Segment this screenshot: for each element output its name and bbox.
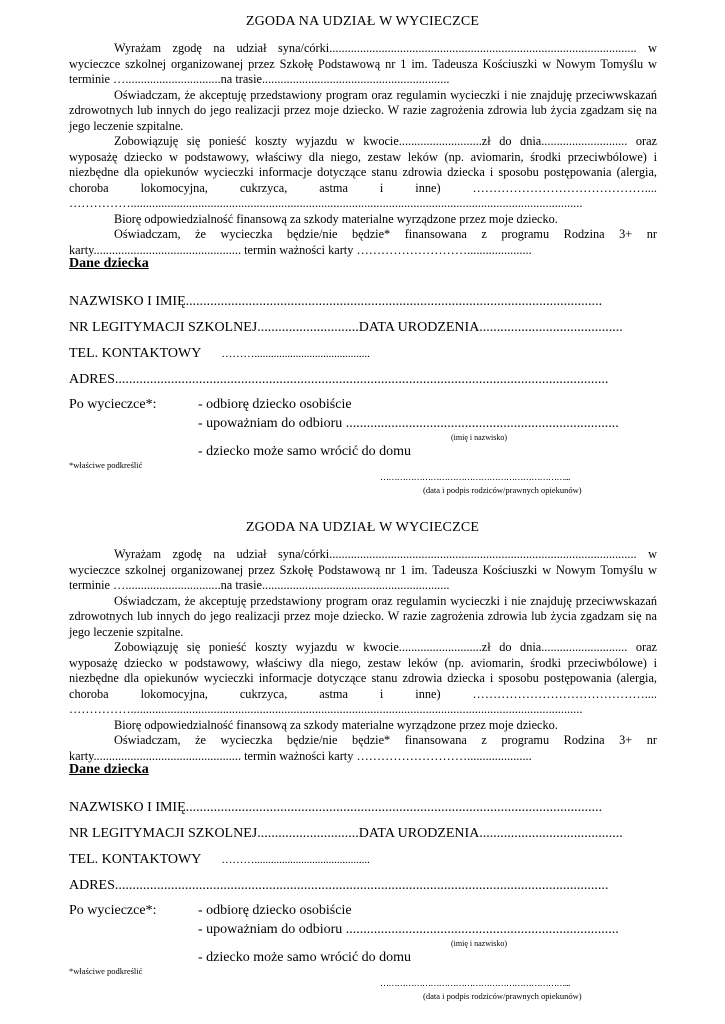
form-title: ZGODA NA UDZIAŁ W WYCIECZCE [245, 14, 480, 29]
id-birthdate-field[interactable]: NR LEGITYMACJI SZKOLNEJ.............................DATA URODZENIA......................................... [69, 826, 623, 841]
phone-label: TEL. KONTAKTOWY [69, 346, 202, 361]
liability-paragraph: Biorę odpowiedzialność finansową za szkody materialne wyrządzone przez moje dziecko. [114, 717, 558, 732]
costs-paragraph: Zobowiązuję się ponieść koszty wyjazdu w kwocie...........................zł do dnia............................ oraz wyposażę dziecko w podstawowy, właściwy dla niego, zestaw leków (np. aviomarin, środki przeciwbólowe) i niezbędne dla opiekunów wycieczki informacje dotyczące stanu zdrowia dziecka i sposobu postępowania (alergia, choroba lokomocyjna, cukrzyca, astma i inne) …………………………………….... ……………................................................................................................................................................... [69, 134, 657, 210]
costs-paragraph: Zobowiązuję się ponieść koszty wyjazdu w kwocie...........................zł do dnia............................ oraz wyposażę dziecko w podstawowy, właściwy dla niego, zestaw leków (np. aviomarin, środki przeciwbólowe) i niezbędne dla opiekunów wycieczki informacje dotyczące stanu zdrowia dziecka i sposobu postępowania (alergia, choroba lokomocyjna, cukrzyca, astma i inne) …………………………………….... ……………................................................................................................................................................... [69, 640, 657, 716]
signature-line[interactable]: …………………………………………………………... [380, 472, 570, 482]
section-title: Dane dziecka [69, 256, 149, 271]
family-program-paragraph: Oświadczam, że wycieczka będzie/nie będzie* finansowana z programu Rodzina 3+ nr karty................................................ termin ważności karty ………………………..................... [69, 227, 657, 257]
address-field[interactable]: ADRES............................................................................................................................................. [69, 372, 609, 387]
phone-dots[interactable]: ……….......................................... [221, 854, 370, 866]
address-field[interactable]: ADRES............................................................................................................................................. [69, 878, 609, 893]
form-title: ZGODA NA UDZIAŁ W WYCIECZCE [245, 520, 480, 535]
after-trip-label: Po wycieczce*: [69, 903, 157, 918]
section-title: Dane dziecka [69, 762, 149, 777]
option-return-alone[interactable]: - dziecko może samo wrócić do domu [198, 950, 412, 965]
option-return-alone[interactable]: - dziecko może samo wrócić do domu [198, 444, 412, 459]
form-body [69, 547, 657, 764]
phone-field[interactable] [69, 852, 370, 868]
signature-caption: (data i podpis rodziców/prawnych opiekunów) [423, 991, 582, 1001]
phone-dots[interactable]: ……….......................................... [221, 348, 370, 360]
option-pickup-personally[interactable]: - odbiorę dziecko osobiście [198, 397, 352, 412]
consent-paragraph: Wyrażam zgodę na udział syna/córki.................................................................................................... w wycieczce szkolnej organizowanej przez Szkołę Podstawową nr 1 im. Tadeusza Kościuszki w Nowym Tomyślu w terminie …...............................na trasie............................................................. [69, 41, 657, 86]
option-pickup-personally[interactable]: - odbiorę dziecko osobiście [198, 903, 352, 918]
underline-note: *właściwe podkreślić [69, 460, 143, 470]
name-caption: (imię i nazwisko) [451, 433, 507, 442]
liability-paragraph: Biorę odpowiedzialność finansową za szkody materialne wyrządzone przez moje dziecko. [114, 211, 558, 226]
consent-form-2 [0, 506, 725, 1011]
form-body [69, 41, 657, 258]
option-authorize-pickup[interactable]: - upoważniam do odbioru .............................................................................. [198, 922, 619, 937]
name-field[interactable]: NAZWISKO I IMIĘ....................................................................................................................... [69, 294, 603, 309]
signature-line[interactable]: …………………………………………………………... [380, 978, 570, 988]
family-program-paragraph: Oświadczam, że wycieczka będzie/nie będzie* finansowana z programu Rodzina 3+ nr karty................................................ termin ważności karty ………………………..................... [69, 733, 657, 763]
consent-paragraph: Wyrażam zgodę na udział syna/córki.................................................................................................... w wycieczce szkolnej organizowanej przez Szkołę Podstawową nr 1 im. Tadeusza Kościuszki w Nowym Tomyślu w terminie …...............................na trasie............................................................. [69, 547, 657, 592]
signature-caption: (data i podpis rodziców/prawnych opiekunów) [423, 485, 582, 495]
option-authorize-pickup[interactable]: - upoważniam do odbioru .............................................................................. [198, 416, 619, 431]
health-declaration-paragraph: Oświadczam, że akceptuję przedstawiony program oraz regulamin wycieczki i nie znajduję przeciwwskazań zdrowotnych lub innych do jego realizacji przez moje dziecko. W razie zagrożenia zdrowia lub życia zgadzam się na jego leczenie szpitalne. [69, 593, 657, 639]
health-declaration-paragraph: Oświadczam, że akceptuję przedstawiony program oraz regulamin wycieczki i nie znajduję przeciwwskazań zdrowotnych lub innych do jego realizacji przez moje dziecko. W razie zagrożenia zdrowia lub życia zgadzam się na jego leczenie szpitalne. [69, 87, 657, 133]
underline-note: *właściwe podkreślić [69, 966, 143, 976]
after-trip-label: Po wycieczce*: [69, 397, 157, 412]
phone-label: TEL. KONTAKTOWY [69, 852, 202, 867]
id-birthdate-field[interactable]: NR LEGITYMACJI SZKOLNEJ.............................DATA URODZENIA......................................... [69, 320, 623, 335]
phone-field[interactable] [69, 346, 370, 362]
name-caption: (imię i nazwisko) [451, 939, 507, 948]
consent-form-1 [0, 0, 725, 505]
name-field[interactable]: NAZWISKO I IMIĘ....................................................................................................................... [69, 800, 603, 815]
